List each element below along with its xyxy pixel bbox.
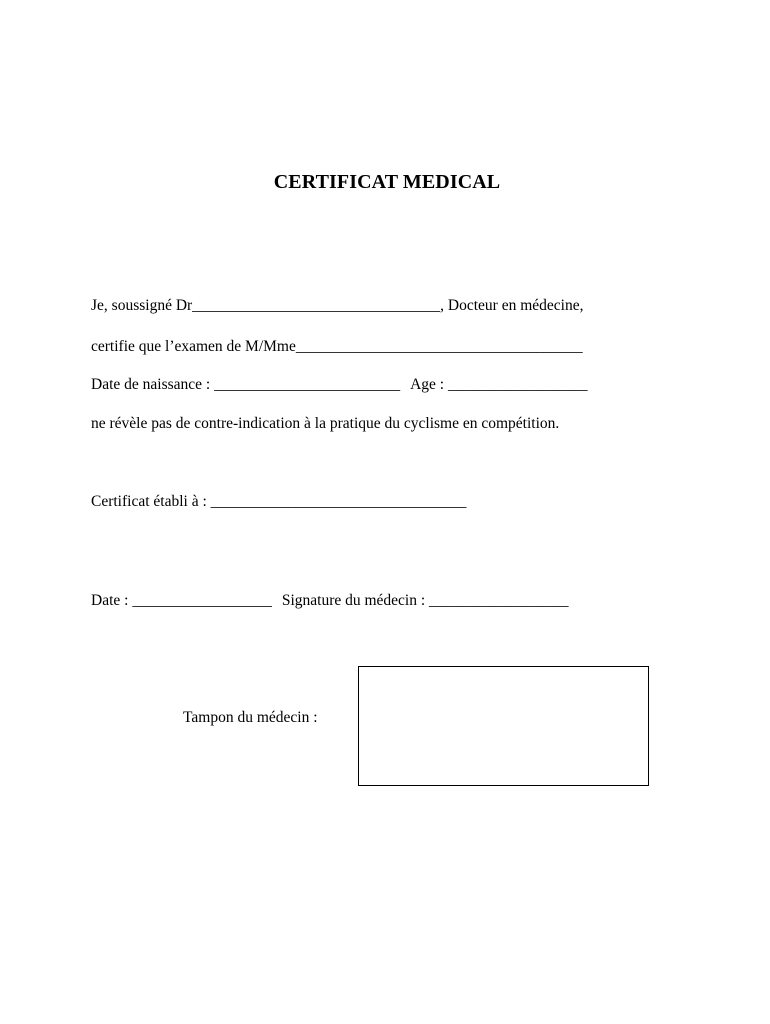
date-signature-line bbox=[91, 593, 569, 609]
date-field: Date : __________________ bbox=[91, 592, 272, 609]
doctor-name-line: Je, soussigné Dr________________________________, Docteur en médecine, bbox=[91, 297, 584, 314]
birthdate-age-line bbox=[91, 377, 587, 393]
signature-field: Signature du médecin : __________________ bbox=[281, 592, 569, 609]
stamp-label: Tampon du médecin : bbox=[183, 709, 318, 726]
birthdate-field: Date de naissance : ________________________ bbox=[91, 376, 401, 393]
stamp-box bbox=[358, 666, 649, 786]
issued-at-line: Certificat établi à : _________________________________ bbox=[91, 493, 467, 510]
no-contraindication-statement: ne révèle pas de contre-indication à la pratique du cyclisme en compétition. bbox=[91, 415, 560, 432]
age-field: Age : __________________ bbox=[410, 376, 588, 393]
patient-name-line: certifie que l’examen de M/Mme_____________________________________ bbox=[91, 338, 583, 355]
document-title: CERTIFICAT MEDICAL bbox=[273, 171, 501, 193]
